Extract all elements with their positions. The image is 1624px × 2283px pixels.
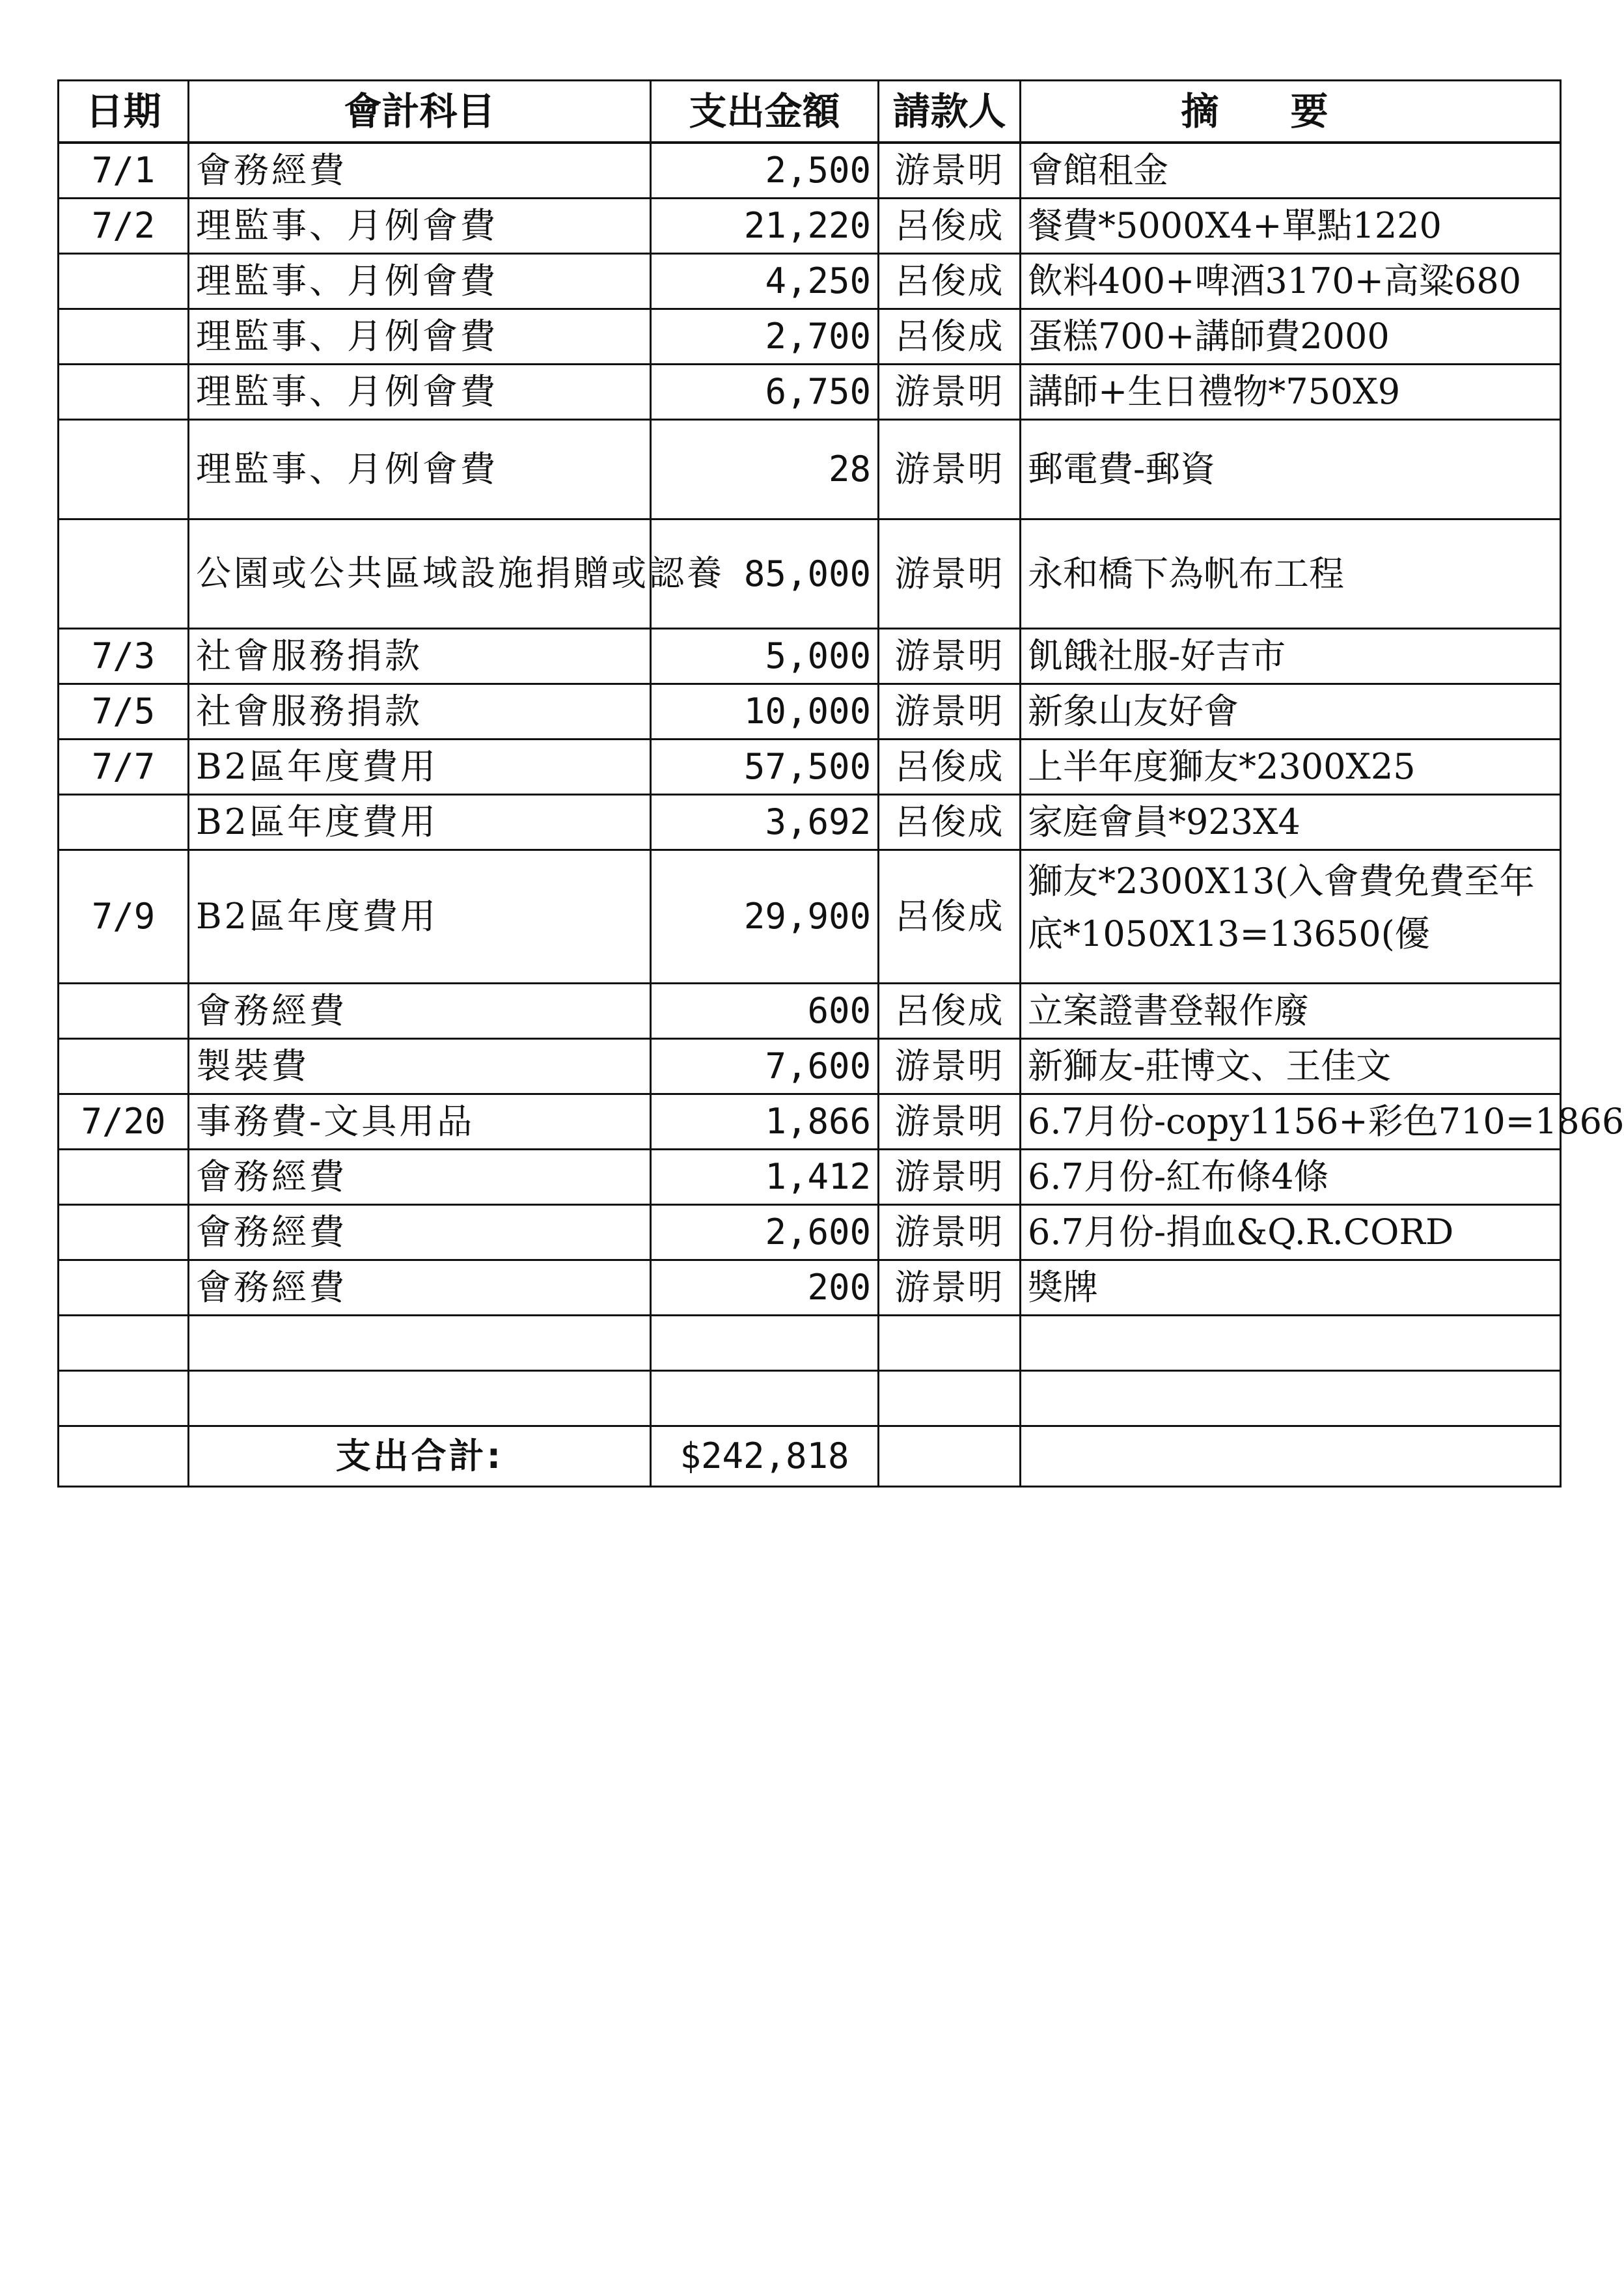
row-amount: 200: [651, 1260, 879, 1316]
row-requester: 呂俊成: [879, 254, 1021, 309]
row-requester: 游景明: [879, 519, 1021, 629]
row-account: B2區年度費用: [189, 740, 651, 795]
row-summary: 永和橋下為帆布工程: [1021, 519, 1561, 629]
row-requester: 呂俊成: [879, 984, 1021, 1039]
header-date: 日期: [59, 81, 189, 143]
row-summary: [1021, 850, 1561, 984]
row-date: 7/7: [59, 740, 189, 795]
row-date: 7/9: [59, 850, 189, 984]
table-row: [59, 1094, 1561, 1150]
table-row: [59, 420, 1561, 519]
row-date: [59, 420, 189, 519]
expense-sheet: [57, 79, 1624, 1487]
row-account: 理監事、月例會費: [189, 199, 651, 254]
row-account: 事務費-文具用品: [189, 1094, 651, 1150]
table-row: [59, 1039, 1561, 1094]
row-amount: 3,692: [651, 795, 879, 850]
row-requester: 游景明: [879, 1094, 1021, 1150]
row-date: 7/5: [59, 684, 189, 740]
header-summary: 摘要: [1021, 81, 1561, 143]
row-account: 公園或公共區域設施捐贈或認養: [189, 519, 651, 629]
row-requester: 游景明: [879, 365, 1021, 420]
table-row: [59, 984, 1561, 1039]
row-amount: 5,000: [651, 629, 879, 684]
header-amount: 支出金額: [651, 81, 879, 143]
empty-cell: [189, 1371, 651, 1426]
row-date: [59, 795, 189, 850]
table-row: [59, 795, 1561, 850]
row-summary: 講師+生日禮物*750X9: [1021, 365, 1561, 420]
row-summary: 蛋糕700+講師費2000: [1021, 309, 1561, 365]
row-summary: 獎牌: [1021, 1260, 1561, 1316]
table-row: [59, 1205, 1561, 1260]
empty-cell: [879, 1426, 1021, 1487]
row-account: 會務經費: [189, 143, 651, 199]
expense-table: [57, 79, 1624, 1487]
row-account: 會務經費: [189, 1150, 651, 1205]
row-date: [59, 1205, 189, 1260]
row-date: [59, 1150, 189, 1205]
row-summary: 立案證書登報作廢: [1021, 984, 1561, 1039]
row-summary: 家庭會員*923X4: [1021, 795, 1561, 850]
row-requester: 游景明: [879, 1205, 1021, 1260]
row-amount: 29,900: [651, 850, 879, 984]
row-summary: 餐費*5000X4+單點1220: [1021, 199, 1561, 254]
row-account: 會務經費: [189, 984, 651, 1039]
row-account: 製裝費: [189, 1039, 651, 1094]
table-row: [59, 629, 1561, 684]
row-amount: 1,866: [651, 1094, 879, 1150]
table-row: [59, 519, 1561, 629]
table-row: [59, 684, 1561, 740]
header-requester: 請款人: [879, 81, 1021, 143]
row-date: 7/3: [59, 629, 189, 684]
empty-cell: [1021, 1426, 1561, 1487]
row-requester: 呂俊成: [879, 795, 1021, 850]
table-row: [59, 254, 1561, 309]
total-row: [59, 1426, 1561, 1487]
row-requester: 游景明: [879, 629, 1021, 684]
row-requester: 游景明: [879, 1150, 1021, 1205]
row-amount: 10,000: [651, 684, 879, 740]
table-row: [59, 365, 1561, 420]
row-amount: 2,700: [651, 309, 879, 365]
row-requester: 呂俊成: [879, 850, 1021, 984]
empty-cell: [879, 1371, 1021, 1426]
empty-cell: [1021, 1316, 1561, 1371]
row-date: [59, 984, 189, 1039]
row-amount: 1,412: [651, 1150, 879, 1205]
row-summary: 6.7月份-紅布條4條: [1021, 1150, 1561, 1205]
row-requester: 游景明: [879, 1039, 1021, 1094]
row-amount: 6,750: [651, 365, 879, 420]
row-date: 7/1: [59, 143, 189, 199]
row-amount: 7,600: [651, 1039, 879, 1094]
row-account: 理監事、月例會費: [189, 309, 651, 365]
empty-cell: [879, 1316, 1021, 1371]
total-label: 支出合計:: [189, 1426, 651, 1487]
row-account: 會務經費: [189, 1260, 651, 1316]
row-date: [59, 1260, 189, 1316]
header-row: [59, 81, 1561, 143]
row-account: B2區年度費用: [189, 795, 651, 850]
row-amount: 600: [651, 984, 879, 1039]
row-summary: 飢餓社服-好吉市: [1021, 629, 1561, 684]
row-amount: 2,600: [651, 1205, 879, 1260]
row-amount: 57,500: [651, 740, 879, 795]
table-row: [59, 199, 1561, 254]
row-date: 7/20: [59, 1094, 189, 1150]
row-date: [59, 365, 189, 420]
row-account: 理監事、月例會費: [189, 254, 651, 309]
empty-cell: [59, 1426, 189, 1487]
table-row: [59, 850, 1561, 984]
row-amount: 4,250: [651, 254, 879, 309]
total-amount: $242,818: [651, 1426, 879, 1487]
row-date: [59, 519, 189, 629]
row-amount: 85,000: [651, 519, 879, 629]
empty-cell: [59, 1371, 189, 1426]
empty-row: [59, 1316, 1561, 1371]
table-row: [59, 143, 1561, 199]
row-summary: 新象山友好會: [1021, 684, 1561, 740]
row-account: 社會服務捐款: [189, 629, 651, 684]
row-account: 理監事、月例會費: [189, 420, 651, 519]
row-requester: 呂俊成: [879, 199, 1021, 254]
row-requester: 游景明: [879, 684, 1021, 740]
empty-row: [59, 1371, 1561, 1426]
empty-cell: [651, 1371, 879, 1426]
table-row: [59, 309, 1561, 365]
empty-cell: [59, 1316, 189, 1371]
row-account: 會務經費: [189, 1205, 651, 1260]
table-row: [59, 1150, 1561, 1205]
row-summary-text: 獅友*2300X13(入會費免費至年底*1050X13=13650(優: [1028, 861, 1535, 954]
row-account: 理監事、月例會費: [189, 365, 651, 420]
row-requester: 游景明: [879, 143, 1021, 199]
row-account: 社會服務捐款: [189, 684, 651, 740]
row-summary: 6.7月份-copy1156+彩色710=1866: [1021, 1094, 1561, 1150]
row-requester: 游景明: [879, 420, 1021, 519]
empty-cell: [1021, 1371, 1561, 1426]
row-amount: 28: [651, 420, 879, 519]
row-summary: 6.7月份-捐血&Q.R.CORD: [1021, 1205, 1561, 1260]
row-date: [59, 309, 189, 365]
header-account: 會計科目: [189, 81, 651, 143]
row-account: B2區年度費用: [189, 850, 651, 984]
row-summary: 會館租金: [1021, 143, 1561, 199]
table-row: [59, 740, 1561, 795]
row-requester: 游景明: [879, 1260, 1021, 1316]
row-summary: 上半年度獅友*2300X25: [1021, 740, 1561, 795]
row-amount: 2,500: [651, 143, 879, 199]
table-row: [59, 1260, 1561, 1316]
row-summary: 新獅友-莊博文、王佳文: [1021, 1039, 1561, 1094]
row-amount: 21,220: [651, 199, 879, 254]
row-date: [59, 254, 189, 309]
empty-cell: [189, 1316, 651, 1371]
row-date: 7/2: [59, 199, 189, 254]
empty-cell: [651, 1316, 879, 1371]
row-summary: 飲料400+啤酒3170+高粱680: [1021, 254, 1561, 309]
row-summary: 郵電費-郵資: [1021, 420, 1561, 519]
row-requester: 呂俊成: [879, 740, 1021, 795]
row-requester: 呂俊成: [879, 309, 1021, 365]
row-date: [59, 1039, 189, 1094]
